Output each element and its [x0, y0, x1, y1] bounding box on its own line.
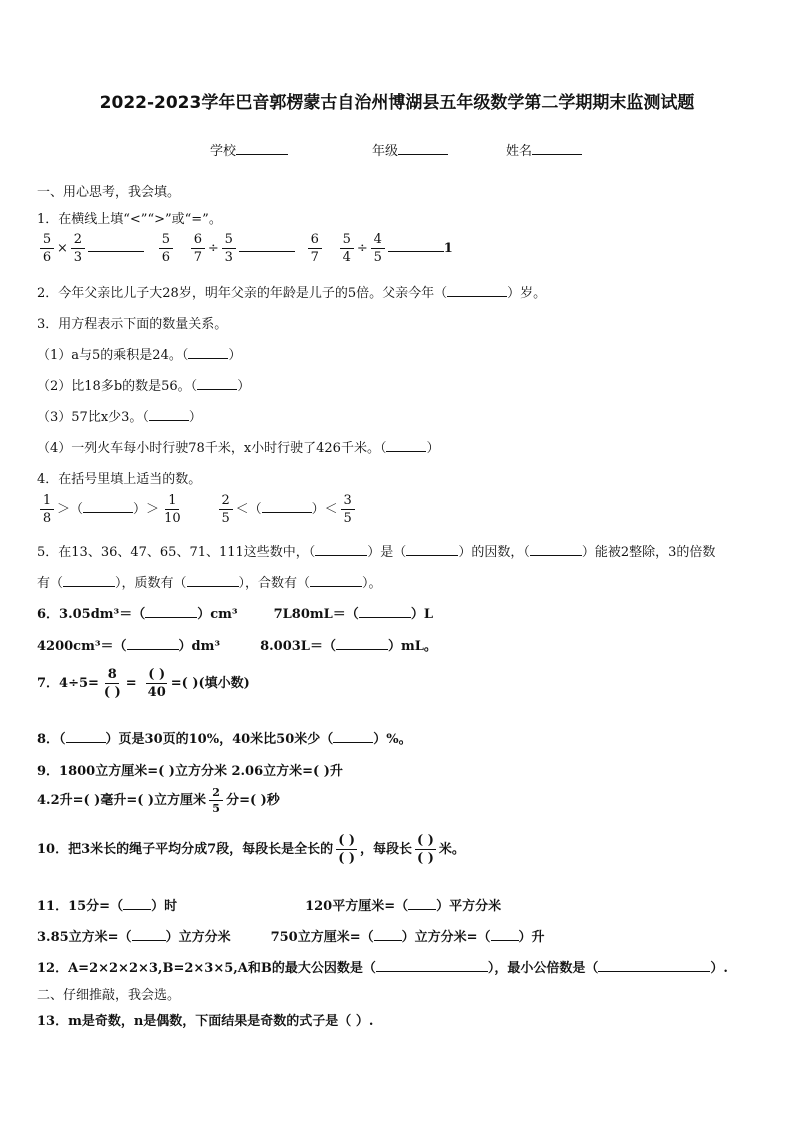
fraction: $\frac{2}{5}$	[219, 494, 233, 525]
answer-blank[interactable]	[123, 897, 151, 910]
school-blank[interactable]	[236, 142, 288, 155]
question-4-expressions: $\frac{1}{8}$ ＞（ ）＞ $\frac{1}{10}$ $\frac{2}{5}$ ＜（ ）＜ $\frac{3}{5}$	[37, 494, 358, 525]
question-9-line-1: 9．1800立方厘米=( )立方分米 2.06立方米=( )升	[37, 764, 343, 779]
answer-blank[interactable]	[149, 408, 189, 421]
school-field	[210, 140, 288, 159]
answer-blank[interactable]	[376, 959, 488, 972]
grade-label: 年级	[372, 144, 399, 159]
answer-blank[interactable]	[447, 284, 507, 297]
question-5-line-1: 5．在13、36、47、65、71、111这些数中，（ ）是（ ）的因数，（ ）能被2整除，3的倍数	[37, 545, 716, 560]
question-5-line-2: 有（ ），质数有（ ），合数有（ ）。	[37, 576, 382, 591]
answer-blank[interactable]	[530, 543, 582, 556]
question-3-part-2: （2）比18多b的数是56。（ ）	[37, 379, 251, 394]
question-9-line-2: 4.2升=( )毫升=( )立方厘米 $\frac{2}{5}$ 分=( )秒	[37, 786, 280, 815]
answer-blank[interactable]	[187, 574, 239, 587]
fraction: $\frac{6}{7}$	[308, 233, 322, 264]
answer-blank[interactable]	[188, 346, 228, 359]
section-2-heading: 二、仔细推敲，我会选。	[37, 988, 181, 1003]
answer-blank[interactable]	[408, 897, 436, 910]
fraction: $\frac{8}{( )}$	[103, 667, 121, 700]
answer-blank[interactable]	[132, 928, 166, 941]
answer-blank[interactable]	[239, 239, 295, 252]
question-7: 7．4÷5= $\frac{8}{( )}$ = $\frac{( )}{40}$ =( )(填小数)	[37, 667, 250, 700]
answer-blank[interactable]	[315, 543, 367, 556]
fraction: $\frac{( )}{40}$	[147, 667, 166, 700]
answer-blank[interactable]	[386, 439, 426, 452]
question-4-text: 4．在括号里填上适当的数。	[37, 472, 202, 487]
fraction: $\frac{6}{7}$	[191, 233, 205, 264]
answer-blank[interactable]	[336, 637, 388, 650]
fraction: $\frac{1}{8}$	[40, 494, 54, 525]
grade-field	[372, 140, 448, 159]
name-field	[506, 140, 582, 159]
fraction: $\frac{5}{6}$	[40, 233, 54, 264]
fraction: $\frac{5}{6}$	[159, 233, 173, 264]
fraction: $\frac{2}{3}$	[71, 233, 85, 264]
question-10: 10．把3米长的绳子平均分成7段，每段长是全长的 $\frac{( )}{( )}$ ，每段长 $\frac{( )}{( )}$ 米。	[37, 833, 465, 866]
answer-blank[interactable]	[598, 959, 710, 972]
school-label: 学校	[210, 144, 237, 159]
fraction: $\frac{1}{10}$	[164, 493, 181, 526]
answer-blank[interactable]	[83, 500, 133, 513]
compare-value: 1	[443, 241, 453, 256]
question-3-part-1: （1）a与5的乘积是24。（ ）	[37, 348, 242, 363]
answer-blank[interactable]	[333, 730, 373, 743]
page-title: 2022-2023学年巴音郭楞蒙古自治州博湖县五年级数学第二学期期末监测试题	[99, 93, 695, 113]
question-11-line-2: 3.85立方米=（ ）立方分米 750立方厘米=（ ）立方分米=（ ）升	[37, 930, 545, 945]
answer-blank[interactable]	[388, 239, 444, 252]
section-1-heading: 一、用心思考，我会填。	[37, 185, 181, 200]
question-1-text: 1．在横线上填“<”“>”或“=”。	[37, 212, 222, 227]
question-6-line-1: 6．3.05dm³＝（ ）cm³ 7L80mL＝（ ）L	[37, 607, 433, 622]
question-3-part-4: （4）一列火车每小时行驶78千米，x小时行驶了426千米。（ ）	[37, 441, 440, 456]
fraction: $\frac{5}{4}$	[340, 233, 354, 264]
answer-blank[interactable]	[359, 605, 411, 618]
question-3-part-3: （3）57比x少3。（ ）	[37, 410, 202, 425]
answer-blank[interactable]	[197, 377, 237, 390]
answer-blank[interactable]	[66, 730, 106, 743]
question-11-line-1: 11．15分=（ ）时 120平方厘米=（ ）平方分米	[37, 899, 502, 914]
answer-blank[interactable]	[491, 928, 519, 941]
fraction: $\frac{3}{5}$	[341, 494, 355, 525]
question-13: 13．m是奇数，n是偶数，下面结果是奇数的式子是（ ）.	[37, 1014, 374, 1029]
question-1-expressions: $\frac{5}{6}$ × $\frac{2}{3}$ $\frac{5}{6}$ $\frac{6}{7}$ ÷ $\frac{5}{3}$ $\frac{6}{7}$ $\frac{5}{4}$ ÷ $\frac{4}{5}$ 1	[37, 233, 453, 264]
answer-blank[interactable]	[145, 605, 197, 618]
grade-blank[interactable]	[398, 142, 448, 155]
name-blank[interactable]	[532, 142, 582, 155]
fraction: $\frac{4}{5}$	[371, 233, 385, 264]
question-3-text: 3．用方程表示下面的数量关系。	[37, 317, 228, 332]
fraction: $\frac{( )}{( )}$	[338, 833, 356, 866]
answer-blank[interactable]	[262, 500, 312, 513]
question-2: 2．今年父亲比儿子大28岁，明年父亲的年龄是儿子的5倍。父亲今年（ ）岁。	[37, 286, 547, 301]
question-6-line-2: 4200cm³＝（ ）dm³ 8.003L＝（ ）mL。	[37, 639, 437, 654]
answer-blank[interactable]	[374, 928, 402, 941]
question-12: 12．A=2×2×2×3,B=2×3×5,A和B的最大公因数是（ ），最小公倍数是（ ）.	[37, 961, 728, 976]
answer-blank[interactable]	[310, 574, 362, 587]
fraction: $\frac{2}{5}$	[209, 787, 223, 814]
answer-blank[interactable]	[88, 239, 144, 252]
answer-blank[interactable]	[63, 574, 115, 587]
answer-blank[interactable]	[406, 543, 458, 556]
answer-blank[interactable]	[127, 637, 179, 650]
fraction: $\frac{( )}{( )}$	[417, 833, 434, 866]
question-8: 8．（ ）页是30页的10%，40米比50米少（ ）%。	[37, 732, 412, 747]
name-label: 姓名	[506, 144, 533, 159]
fraction: $\frac{5}{3}$	[222, 233, 236, 264]
